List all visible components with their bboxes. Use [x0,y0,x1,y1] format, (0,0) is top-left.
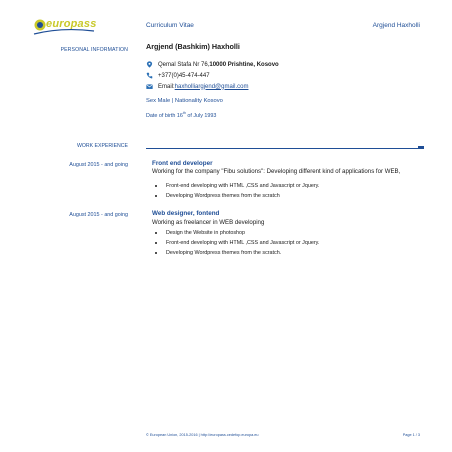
list-item: Design the Website in photoshop [152,228,319,238]
job-1-title: Front end developer [152,160,213,167]
sex-nationality-line [146,98,223,104]
job-1-date: August 2015 - and going [69,162,128,168]
logo-swoosh-icon [32,28,96,36]
job-2-title: Web designer, fontend [152,210,220,217]
email-link[interactable]: haxholliargjend@gmail.com [174,83,249,90]
personal-information-label: PERSONAL INFORMATION [60,47,128,53]
job-2-bullets [152,228,319,258]
list-item: Front-end developing with HTML ,CSS and Javascript or Jquery. [152,181,319,191]
work-experience-label: WORK EXPERIENCE [76,143,128,149]
dob-prefix: Date of birth 16 [146,112,183,119]
list-item: Front-end developing with HTML ,CSS and Javascript or Jquery. [152,238,319,248]
europass-logo-text: europass [46,18,97,30]
date-of-birth-line [146,111,216,119]
job-2-description: Working as freelancer in WEB developing [152,219,265,226]
footer-copyright: © European Union, 2015-2016 | http://europass.cedefop.europa.eu [146,433,259,437]
section-divider-tick [418,146,424,149]
header-person-name: Argjend Haxholli [372,22,420,29]
job-1-bullets [152,181,319,201]
job-2-date: August 2015 - and going [69,212,128,218]
list-item: Developing Wordpress themes from the scratch [152,191,319,201]
location-pin-icon [146,61,153,68]
email-row [146,83,248,90]
dob-suffix: of July 1993 [185,112,217,119]
section-divider [146,148,422,149]
phone-icon [146,72,153,79]
phone-number[interactable]: +377(0)45-474-447 [158,72,210,79]
header-cv-label: Curriculum Vitae [146,22,194,29]
address-street: Qemal Stafa Nr 76, [158,61,210,68]
email-icon [146,83,153,90]
footer-page-number: Page 1 / 3 [402,433,420,437]
sex-nationality-text: Sex Male | Nationality Kosovo [146,98,223,104]
job-1-description: Working for the company "Fibu solutions": Developing different kind of applications for WEB, [152,168,401,175]
full-name: Argjend (Bashkim) Haxholli [146,42,240,51]
phone-row [146,72,210,79]
address-city: 10000 Prishtine, Kosovo [209,61,279,68]
dob-sup: th [182,111,186,115]
email-label: Email: [158,83,175,90]
list-item: Developing Wordpress themes from the scratch. [152,248,319,258]
address-row [146,61,279,68]
